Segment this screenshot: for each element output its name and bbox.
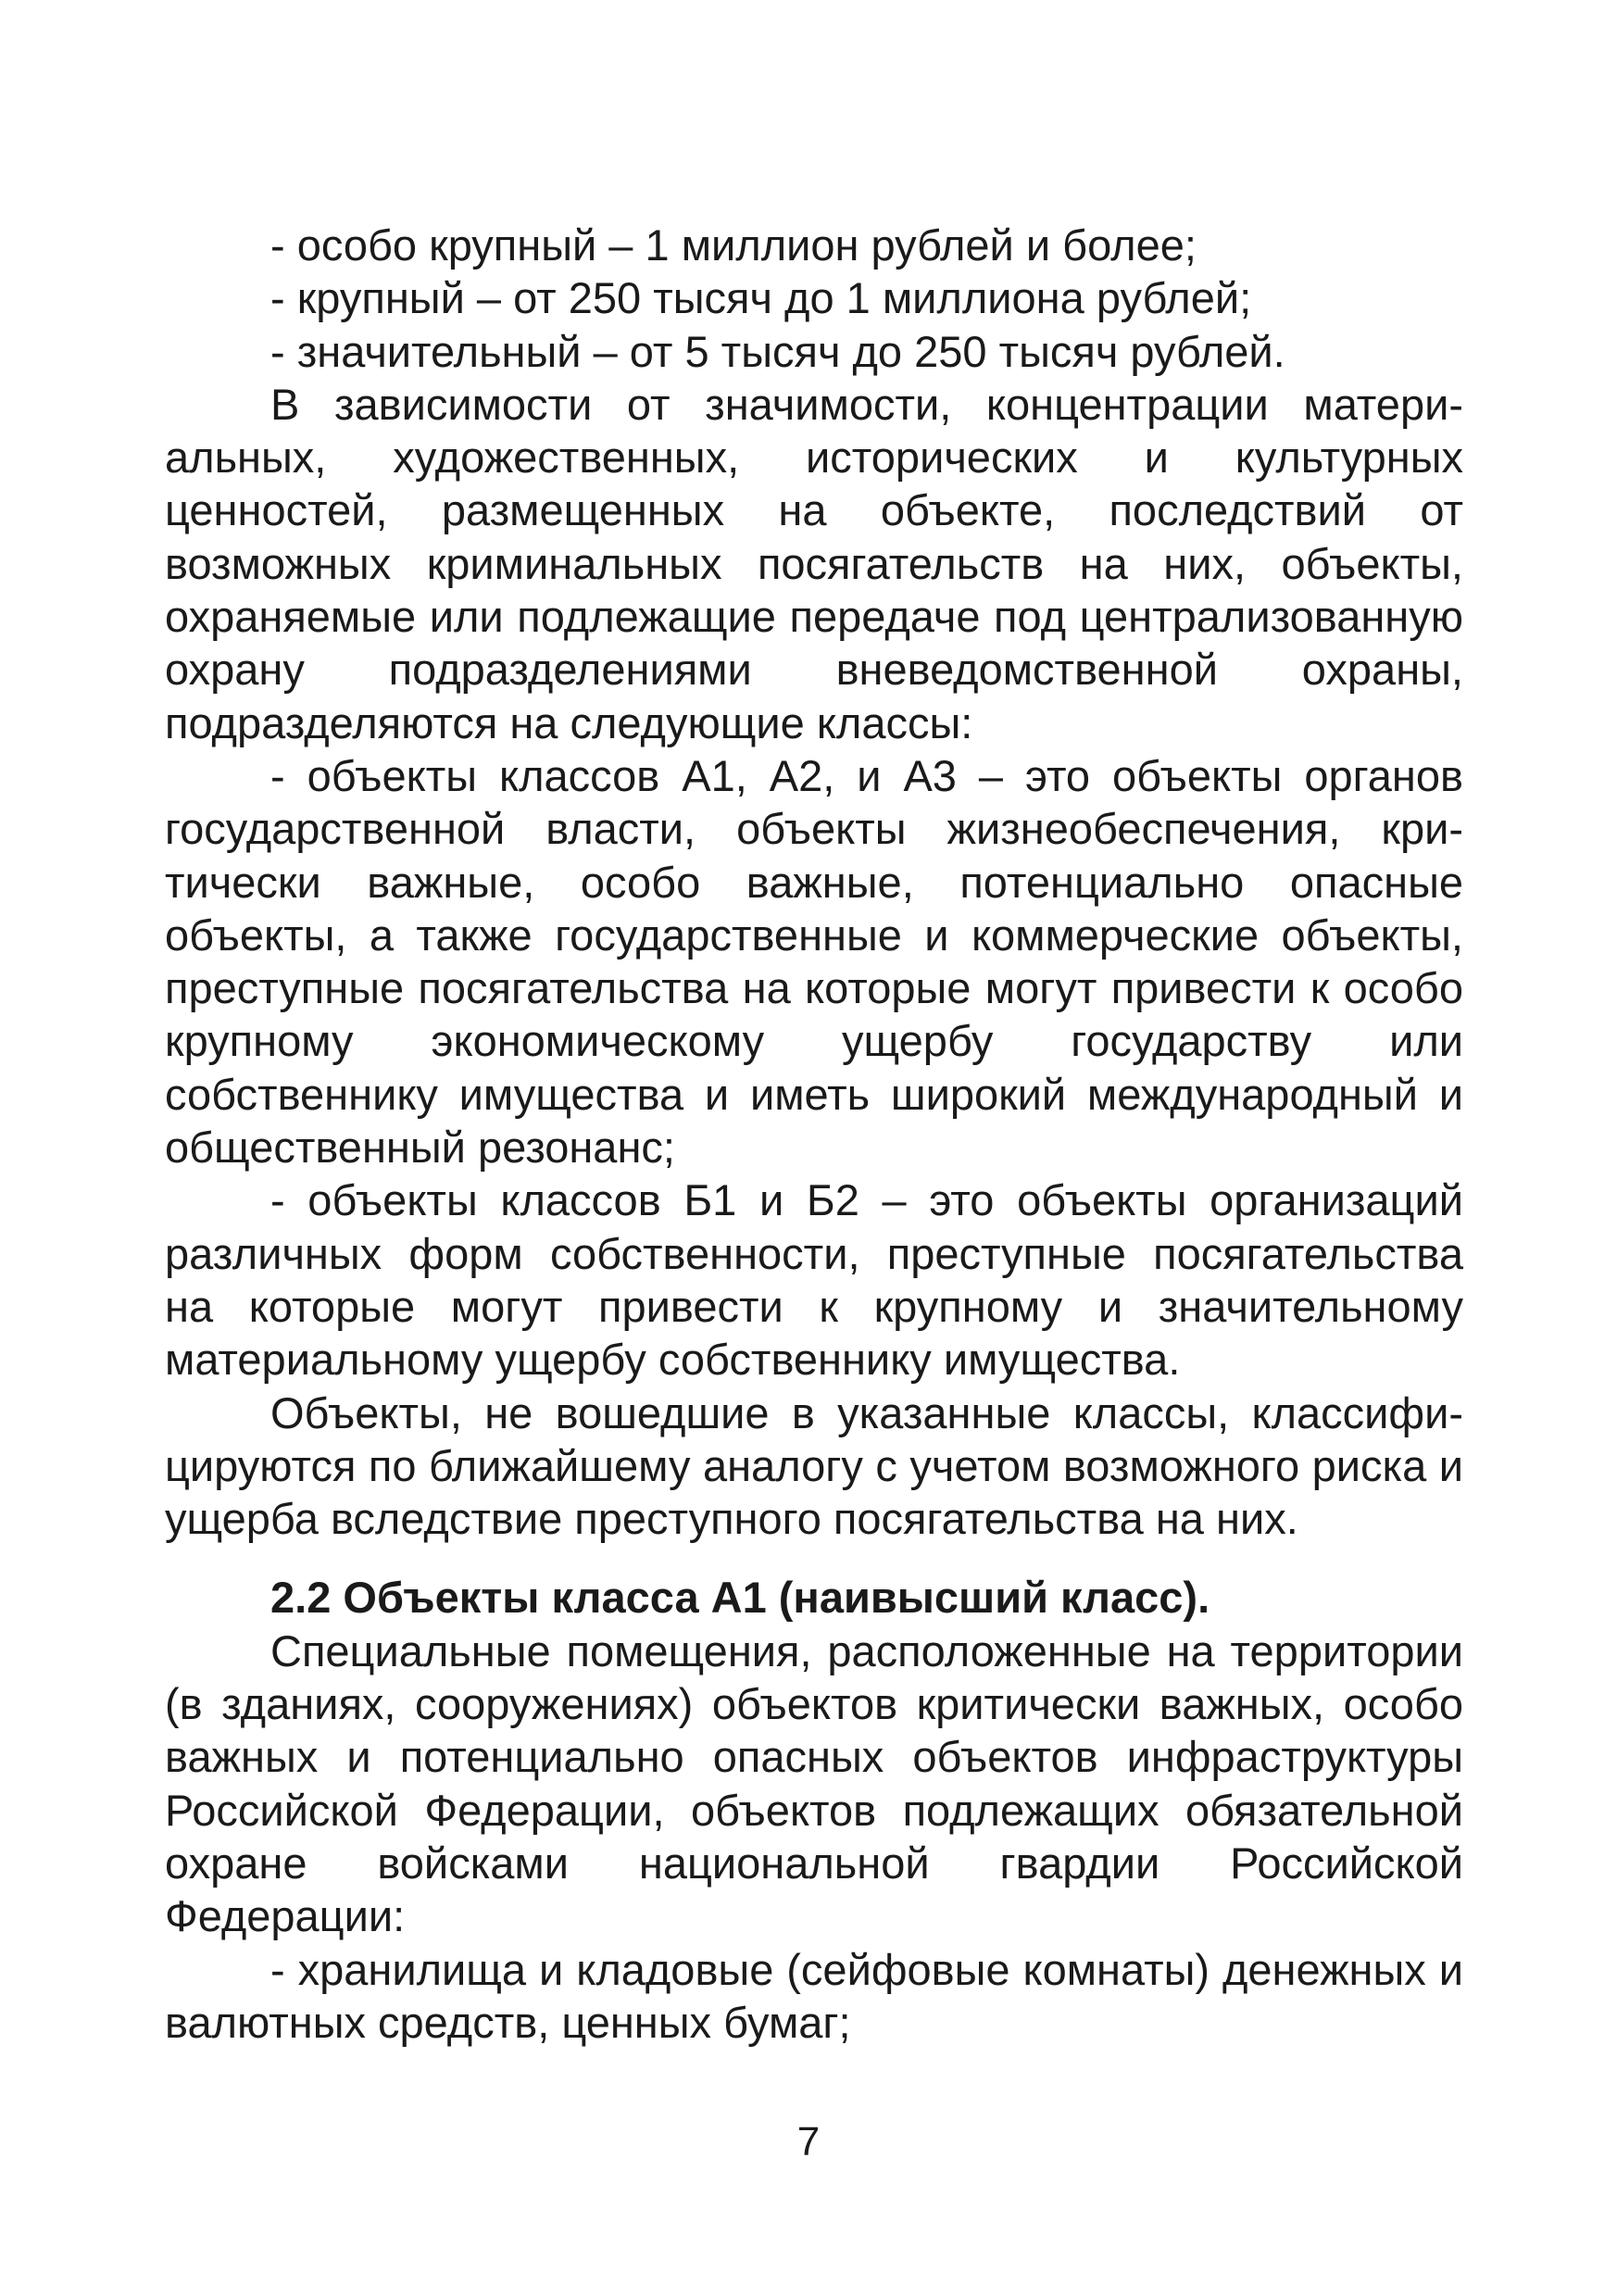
section-list-item: - хранилища и кладовые (сейфовые комнаты) денежных и валютных средств, ценных бумаг; bbox=[165, 1944, 1463, 2047]
damage-level-large: - крупный – от 250 тысяч до 1 миллиона рублей; bbox=[270, 273, 1252, 323]
page-number: 7 bbox=[796, 2119, 821, 2164]
section-heading: 2.2 Объекты класса А1 (наивысший класс). bbox=[270, 1573, 1210, 1623]
class-a-item: - объекты классов А1, А2, и А3 – это объекты органов государственной власти, объекты жизнеобеспечения, критически важные, особо важные, потенциально опасные объекты, а также государственные и коммерческие объекты, преступные посягательства на которые могут привести к особо крупному экономическому ущербу государству или собственнику имущества и иметь широкий международный и общественный резонанс; bbox=[165, 750, 1463, 1173]
classification-intro-paragraph: В зависимости от значимости, концентрации материальных, художественных, исторических и культурных ценностей, размещенных на объекте, последствий от возможных криминальных посягательств на них, объекты, охраняемые или подлежащие передаче под централизованную охрану подразделениями вневедомственной охраны, подразделяются на следующие классы: bbox=[165, 379, 1463, 747]
class-b-item: - объекты классов Б1 и Б2 – это объекты организаций различных форм собственности, преступные посягательства на которые могут привести к крупному и значительному материальному ущербу собственнику имущества. bbox=[165, 1175, 1463, 1385]
damage-level-significant: - значительный – от 5 тысяч до 250 тысяч рублей. bbox=[270, 326, 1285, 376]
section-intro-paragraph: Специальные помещения, расположенные на территории (в зданиях, сооружениях) объектов критически важных, особо важных и потенциально опасных объектов инфраструктуры Российской Федерации, объектов подлежащих обязательной охране войсками национальной гвардии Российской Федерации: bbox=[165, 1625, 1463, 1941]
page-body bbox=[165, 219, 1463, 2049]
other-objects-paragraph: Объекты, не вошедшие в указанные классы, классифицируются по ближайшему аналогу с учетом возможного риска и ущерба вследствие преступного посягательства на них. bbox=[165, 1387, 1463, 1544]
damage-level-especially-large: - особо крупный – 1 миллион рублей и более; bbox=[270, 220, 1197, 270]
